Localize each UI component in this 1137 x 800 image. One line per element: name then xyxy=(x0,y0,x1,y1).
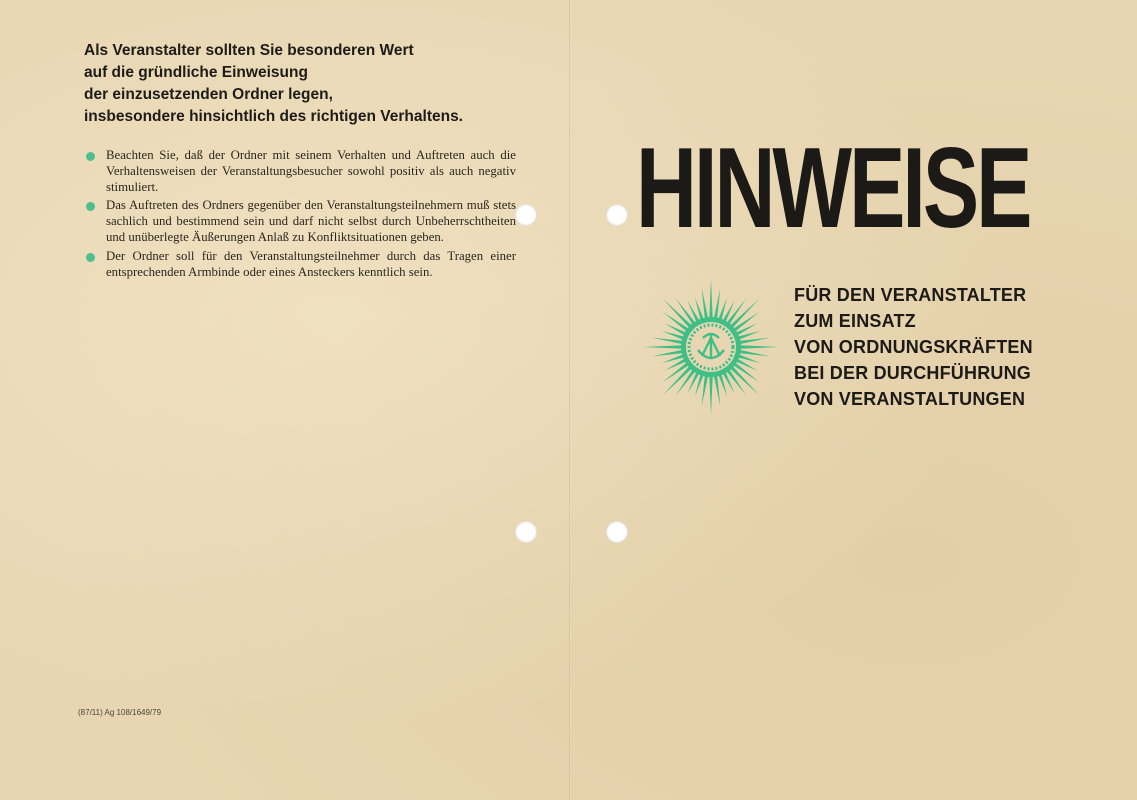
list-item-text: Beachten Sie, daß der Ordner mit seinem Verhalten und Auftreten auch die Verhaltensweisen der Veranstaltungsbesucher sowohl positiv als auch negativ stimuliert. xyxy=(106,148,516,194)
center-fold xyxy=(569,0,571,800)
bullet-dot-icon xyxy=(86,152,95,161)
headline-line: insbesondere hinsichtlich des richtigen Verhaltens. xyxy=(84,108,463,125)
list-item xyxy=(86,148,516,195)
list-item-text: Der Ordner soll für den Veranstaltungsteilnehmer durch das Tragen einer entsprechenden Armbinde oder eines Ansteckers kenntlich sein. xyxy=(106,248,516,279)
headline-line: auf die gründliche Einweisung xyxy=(84,64,308,81)
star-emblem-icon xyxy=(642,278,780,416)
bullet-list xyxy=(86,148,516,283)
subtitle-line: ZUM EINSATZ xyxy=(794,311,916,331)
punch-hole xyxy=(606,521,628,543)
subtitle-line: VON ORDNUNGSKRÄFTEN xyxy=(794,337,1033,357)
list-item-text: Das Auftreten des Ordners gegenüber den Veranstaltungsteilnehmern muß stets sachlich und bestimmend sein und darf nicht selbst durch Unbeherrschtheiten und unüberlegte Äußerungen Anlaß zu Konfliktsituationen geben. xyxy=(106,198,516,244)
headline xyxy=(84,40,544,128)
headline-line: der einzusetzenden Ordner legen, xyxy=(84,86,333,103)
list-item xyxy=(86,249,516,281)
headline-line: Als Veranstalter sollten Sie besonderen Wert xyxy=(84,42,414,59)
subtitle-line: FÜR DEN VERANSTALTER xyxy=(794,285,1027,305)
subtitle-line: BEI DER DURCHFÜHRUNG xyxy=(794,363,1031,383)
page-title: HINWEISE xyxy=(636,125,1030,252)
print-imprint: (87/11) Ag 108/1649/79 xyxy=(78,708,162,717)
subtitle-line: VON VERANSTALTUNGEN xyxy=(794,389,1026,409)
bullet-dot-icon xyxy=(86,202,95,211)
list-item xyxy=(86,198,516,245)
punch-hole xyxy=(606,204,628,226)
subtitle xyxy=(794,282,1033,412)
bullet-dot-icon xyxy=(86,253,95,262)
